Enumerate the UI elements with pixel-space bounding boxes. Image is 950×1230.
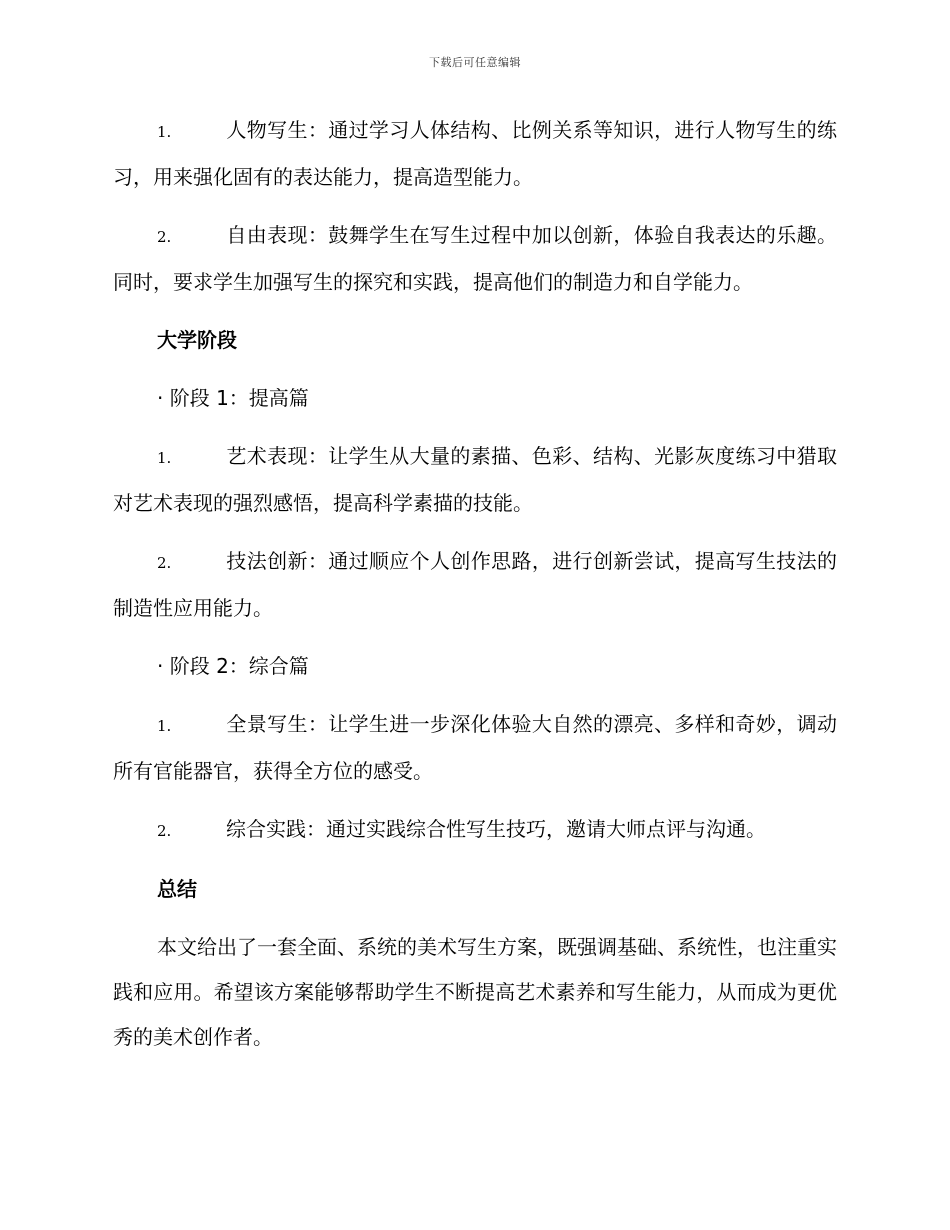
list-item-text: 全景写生：让学生进一步深化体验大自然的漂亮、多样和奇妙，调动所有官能器官，获得全方位的感受。 [113, 712, 837, 783]
list-item-number: 2. [157, 554, 172, 572]
list-item-number: 2. [157, 228, 172, 246]
list-item-text: 自由表现：鼓舞学生在写生过程中加以创新，体验自我表达的乐趣。同时，要求学生加强写生的探究和实践，提高他们的制造力和自学能力。 [113, 223, 837, 294]
list-item [113, 434, 837, 526]
list-item [113, 807, 837, 854]
list-item [113, 702, 837, 794]
section-heading-summary: 总结 [157, 877, 197, 901]
stage-title-1: · 阶段 1：提高篇 [157, 386, 309, 410]
page-header-note: 下载后可任意编辑 [429, 56, 521, 69]
document-body [113, 108, 837, 1060]
list-item-number: 1. [157, 717, 172, 735]
list-item-number: 1. [157, 449, 172, 467]
list-item-text: 艺术表现：让学生从大量的素描、色彩、结构、光影灰度练习中猎取对艺术表现的强烈感悟，提高科学素描的技能。 [113, 444, 837, 515]
list-item [113, 213, 837, 305]
section-heading-university: 大学阶段 [157, 328, 237, 352]
list-item [113, 539, 837, 631]
stage-title-2: · 阶段 2：综合篇 [157, 654, 309, 678]
list-item-number: 1. [157, 123, 172, 141]
list-item-text: 人物写生：通过学习人体结构、比例关系等知识，进行人物写生的练习，用来强化固有的表达能力，提高造型能力。 [113, 118, 837, 189]
list-item-number: 2. [157, 822, 172, 840]
list-item-text: 技法创新：通过顺应个人创作思路，进行创新尝试，提高写生技法的制造性应用能力。 [113, 549, 837, 620]
list-item-text: 综合实践：通过实践综合性写生技巧，邀请大师点评与沟通。 [226, 817, 766, 841]
list-item [113, 108, 837, 200]
summary-paragraph: 本文给出了一套全面、系统的美术写生方案，既强调基础、系统性，也注重实践和应用。希望该方案能够帮助学生不断提高艺术素养和写生能力，从而成为更优秀的美术创作者。 [113, 935, 837, 1049]
